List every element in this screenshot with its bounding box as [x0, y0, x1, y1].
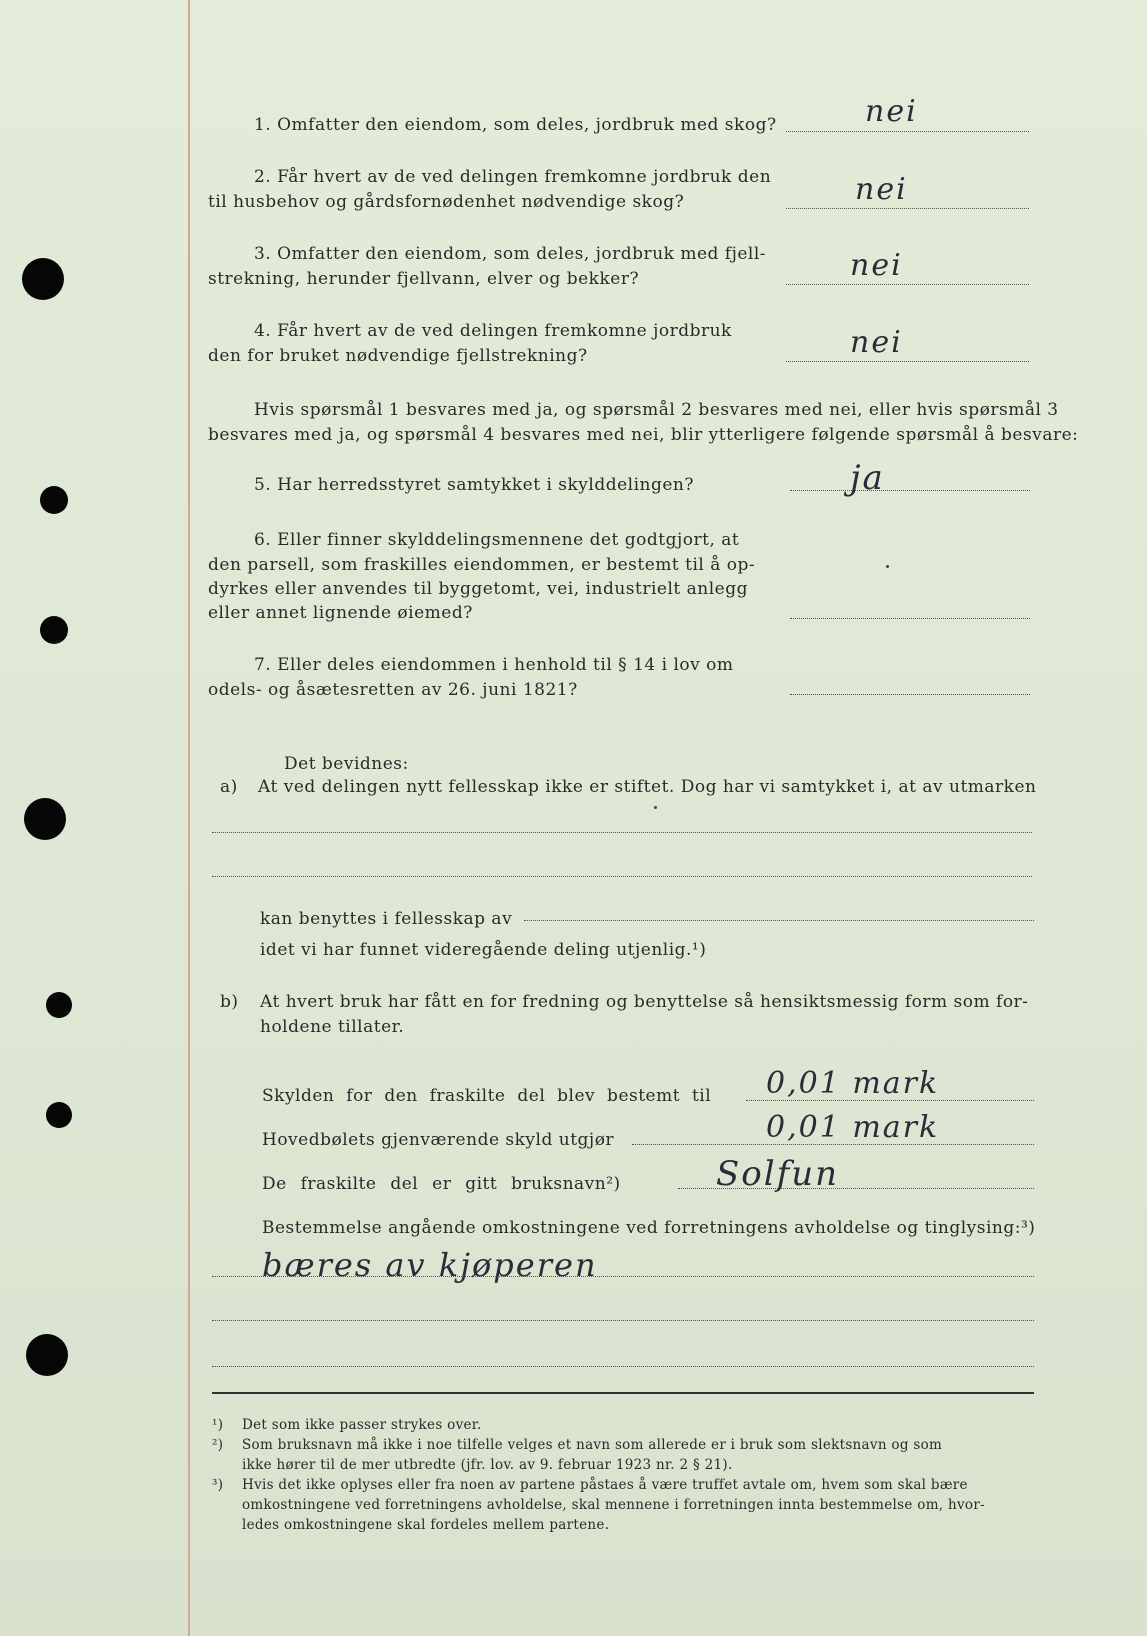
question-4-text-line2: den for bruket nødvendige fjellstrekning? [208, 346, 588, 366]
question-3-answer-line [786, 284, 1029, 285]
skyld-fraskilt-value: 0,01 mark [766, 1066, 940, 1101]
question-5-text: 5. Har herredsstyret samtykket i skylddelingen? [254, 475, 694, 495]
footnote-2-line1: Som bruksnavn må ikke i noe tilfelle velges et navn som allerede er i bruk som slektsnavn og som [242, 1437, 943, 1453]
question-4-text-line1: 4. Får hvert av de ved delingen fremkomne jordbruk [254, 321, 732, 341]
bestemmelse-blank-line-2 [212, 1320, 1034, 1321]
bevidnes-b-line1: At hvert bruk har fått en for fredning og benyttelse så hensiktsmessig form som for- [260, 992, 1029, 1012]
question-1-text: 1. Omfatter den eiendom, som deles, jordbruk med skog? [254, 115, 777, 135]
question-1-answer-line [786, 131, 1029, 132]
footnote-separator [212, 1392, 1034, 1394]
question-3-text-line1: 3. Omfatter den eiendom, som deles, jordbruk med fjell- [254, 244, 767, 264]
bevidnes-b-label: b) [220, 992, 239, 1012]
question-6-text-line2: den parsell, som fraskilles eiendommen, er bestemt til å op- [208, 555, 756, 575]
bevidnes-a-blank-line-1 [212, 832, 1032, 833]
skyld-hoved-value: 0,01 mark [766, 1110, 940, 1145]
question-5-answer: ja [850, 458, 885, 498]
question-3-text-line2: strekning, herunder fjellvann, elver og bekker? [208, 269, 640, 289]
question-6-text-line1: 6. Eller finner skylddelingsmennene det godtgjort, at [254, 530, 740, 550]
bevidnes-b-line2: holdene tillater. [260, 1017, 405, 1037]
binder-hole [24, 798, 66, 840]
bevidnes-a-blank-line-2 [212, 876, 1032, 877]
binder-hole [40, 486, 68, 514]
bevidnes-a-fellesskap-label: kan benyttes i fellesskap av [260, 909, 513, 929]
binder-hole [46, 992, 72, 1018]
question-6-answer-line [790, 618, 1030, 619]
footnote-3-num: ³) [212, 1477, 224, 1493]
question-6-text-line3: dyrkes eller anvendes til byggetomt, vei, industrielt anlegg [208, 579, 748, 599]
skyld-bestemmelse-value: bæres av kjøperen [262, 1246, 598, 1284]
bevidnes-heading: Det bevidnes: [284, 754, 409, 774]
footnote-3-line1: Hvis det ikke oplyses eller fra noen av partene påstaes å være truffet avtale om, hvem som skal bære [242, 1477, 968, 1493]
question-3-answer: nei [850, 248, 903, 283]
question-2-answer: nei [855, 172, 908, 207]
question-1-answer: nei [865, 94, 918, 129]
question-4-answer-line [786, 361, 1029, 362]
footnote-3-line3: ledes omkostningene skal fordeles mellem partene. [242, 1517, 610, 1533]
footnote-3-line2: omkostningene ved forretningens avholdelse, skal mennene i forretningen innta bestemmelse om, hvor- [242, 1497, 985, 1513]
binder-hole [22, 258, 64, 300]
bestemmelse-blank-line-3 [212, 1366, 1034, 1367]
bestemmelse-blank-line-1 [212, 1276, 1034, 1277]
ink-speck [654, 806, 657, 809]
footnote-1-num: ¹) [212, 1417, 224, 1433]
bevidnes-a-fellesskap-line [524, 920, 1034, 921]
question-7-answer-line [790, 694, 1030, 695]
instruction-line1: Hvis spørsmål 1 besvares med ja, og spørsmål 2 besvares med nei, eller hvis spørsmål 3 [254, 400, 1059, 420]
skyld-bruksnavn-label: De fraskilte del er gitt bruksnavn²) [262, 1174, 621, 1194]
question-2-answer-line [786, 208, 1029, 209]
footnote-1-line1: Det som ikke passer strykes over. [242, 1417, 482, 1433]
question-7-text-line1: 7. Eller deles eiendommen i henhold til § 14 i lov om [254, 655, 734, 675]
question-7-text-line2: odels- og åsætesretten av 26. juni 1821? [208, 680, 578, 700]
binder-hole [46, 1102, 72, 1128]
skyld-bruksnavn-value: Solfun [716, 1154, 840, 1194]
bevidnes-a-idet: idet vi har funnet videregående deling utjenlig.¹) [260, 940, 707, 960]
footnote-2-line2: ikke hører til de mer utbredte (jfr. lov. av 9. februar 1923 nr. 2 § 21). [242, 1457, 733, 1473]
question-5-answer-line [790, 490, 1030, 491]
binder-hole [26, 1334, 68, 1376]
skyld-hoved-label: Hovedbølets gjenværende skyld utgjør [262, 1130, 615, 1150]
question-2-text-line2: til husbehov og gårdsfornødenhet nødvendige skog? [208, 192, 685, 212]
skyld-fraskilt-label: Skylden for den fraskilte del blev bestemt til [262, 1086, 712, 1106]
question-4-answer: nei [850, 325, 903, 360]
footnote-2-num: ²) [212, 1437, 224, 1453]
bevidnes-a-text: At ved delingen nytt fellesskap ikke er stiftet. Dog har vi samtykket i, at av utmarken [258, 777, 1037, 797]
ink-speck [886, 565, 889, 568]
binder-hole [40, 616, 68, 644]
question-2-text-line1: 2. Får hvert av de ved delingen fremkomne jordbruk den [254, 167, 772, 187]
skyld-bestemmelse-label: Bestemmelse angående omkostningene ved forretningens avholdelse og tinglysing:³) [262, 1218, 1036, 1238]
instruction-line2: besvares med ja, og spørsmål 4 besvares med nei, blir ytterligere følgende spørsmål å besvare: [208, 425, 1079, 445]
bevidnes-a-label: a) [220, 777, 238, 797]
margin-line [188, 0, 190, 1636]
question-6-text-line4: eller annet lignende øiemed? [208, 603, 473, 623]
